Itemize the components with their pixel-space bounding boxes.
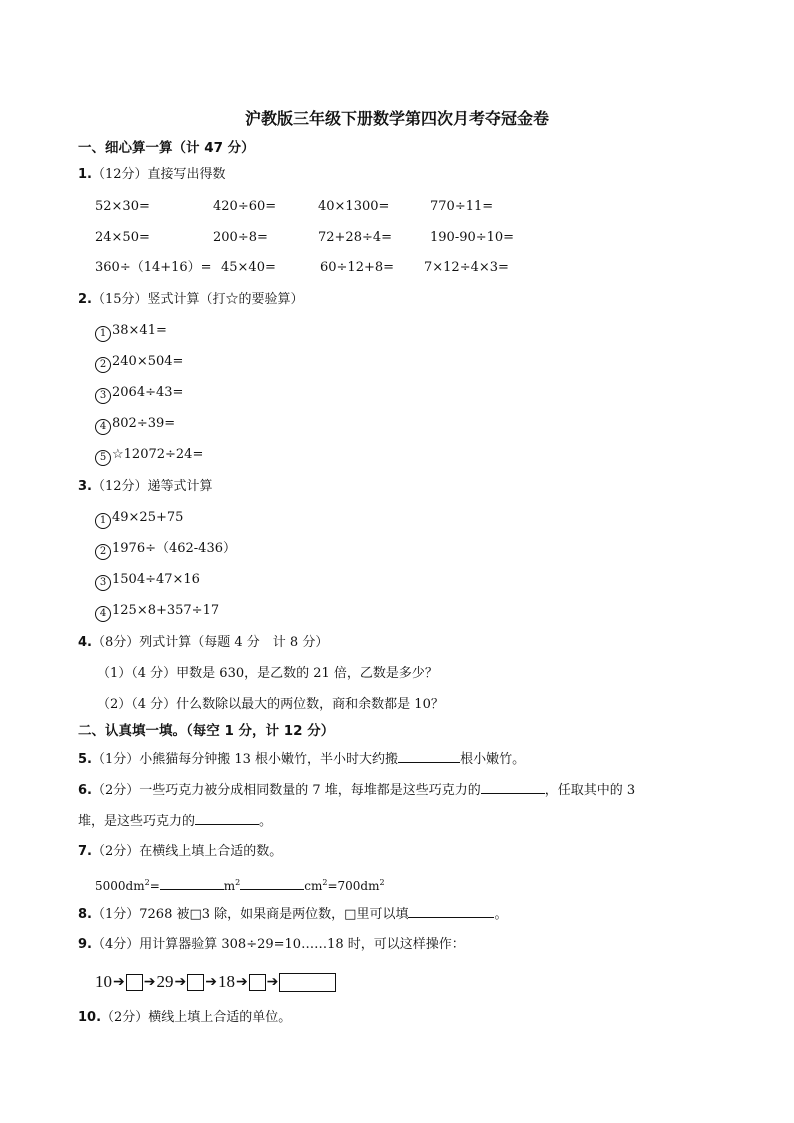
question-text: （8分）列式计算（每题 4 分 计 8 分） bbox=[91, 635, 329, 650]
question-text: ，任取其中的 3 bbox=[544, 783, 636, 798]
unit-text: m bbox=[223, 879, 236, 893]
question-9 bbox=[78, 936, 465, 954]
question-number: 6. bbox=[78, 783, 92, 798]
flow-value: 10 bbox=[95, 972, 112, 991]
question-4 bbox=[78, 634, 328, 652]
q4-sub-1: （1）（4 分）甲数是 630，是乙数的 21 倍，乙数是多少？ bbox=[97, 666, 438, 681]
question-3 bbox=[78, 478, 213, 496]
q1-item: 72+28÷4= bbox=[318, 230, 393, 245]
q1-item: 200÷8= bbox=[213, 230, 268, 245]
q2-item-5 bbox=[95, 446, 203, 466]
circled-number: 2 bbox=[95, 357, 111, 373]
operator-box[interactable] bbox=[249, 974, 266, 991]
question-text: （12分）直接写出得数 bbox=[91, 167, 226, 182]
question-8 bbox=[78, 904, 507, 924]
question-text: （12分）递等式计算 bbox=[91, 479, 213, 494]
q1-item: 420÷60= bbox=[213, 199, 277, 214]
question-text: （1分）小熊猫每分钟搬 13 根小嫩竹，半小时大约搬 bbox=[91, 752, 399, 767]
item-text: 2064÷43= bbox=[112, 385, 184, 400]
item-text: 240×504= bbox=[112, 354, 184, 369]
answer-blank[interactable] bbox=[398, 749, 460, 763]
arrow-icon: ➔ bbox=[113, 974, 125, 990]
answer-blank[interactable] bbox=[408, 904, 494, 918]
question-text: 堆，是这些巧克力的 bbox=[78, 814, 196, 829]
circled-number: 2 bbox=[95, 544, 111, 560]
circled-number: 5 bbox=[95, 450, 111, 466]
q1-item: 52×30= bbox=[95, 199, 150, 214]
question-text: （4分）用计算器验算 308÷29=10……18 时，可以这样操作： bbox=[91, 937, 465, 952]
superscript: 2 bbox=[379, 878, 385, 887]
expr-text: =700dm bbox=[327, 879, 380, 893]
question-6 bbox=[78, 780, 635, 800]
circled-number: 4 bbox=[95, 606, 111, 622]
circled-number: 1 bbox=[95, 326, 111, 342]
q4-sub-2: （2）（4 分）什么数除以最大的两位数，商和余数都是 10？ bbox=[97, 697, 444, 712]
question-text: （1分）7268 被□3 除，如果商是两位数，□里可以填 bbox=[91, 907, 409, 922]
arrow-icon: ➔ bbox=[235, 974, 248, 990]
question-text: （2分）一些巧克力被分成相同数量的 7 堆，每堆都是这些巧克力的 bbox=[91, 783, 481, 798]
circled-number: 3 bbox=[95, 388, 111, 404]
q2-item-2 bbox=[95, 353, 183, 373]
q3-item-1 bbox=[95, 509, 183, 529]
section-1-heading: 一、细心算一算（计 47 分） bbox=[78, 140, 255, 156]
q3-item-4 bbox=[95, 602, 219, 622]
question-text: （2分）在横线上填上合适的数。 bbox=[91, 844, 283, 859]
arrow-icon: ➔ bbox=[143, 974, 156, 990]
question-text: （2分）横线上填上合适的单位。 bbox=[101, 1010, 292, 1025]
arrow-icon: ➔ bbox=[205, 974, 217, 990]
circled-number: 4 bbox=[95, 419, 111, 435]
result-box[interactable] bbox=[279, 973, 336, 992]
answer-blank[interactable] bbox=[240, 876, 304, 890]
question-number: 8. bbox=[78, 907, 92, 922]
question-6-cont bbox=[78, 811, 272, 831]
question-number: 2. bbox=[78, 292, 92, 307]
arrow-icon: ➔ bbox=[174, 974, 187, 990]
q2-item-1 bbox=[95, 322, 167, 342]
q3-item-2 bbox=[95, 540, 236, 560]
question-5 bbox=[78, 749, 525, 769]
q2-item-3 bbox=[95, 384, 183, 404]
question-7 bbox=[78, 843, 282, 861]
question-number: 10. bbox=[78, 1010, 102, 1025]
q1-item: 770÷11= bbox=[430, 199, 494, 214]
superscript: 2 bbox=[235, 878, 241, 887]
q2-item-4 bbox=[95, 415, 175, 435]
circled-number: 3 bbox=[95, 575, 111, 591]
question-number: 3. bbox=[78, 479, 92, 494]
question-1 bbox=[78, 166, 226, 184]
question-number: 5. bbox=[78, 752, 92, 767]
superscript: 2 bbox=[322, 878, 328, 887]
question-number: 4. bbox=[78, 635, 92, 650]
page-title: 沪教版三年级下册数学第四次月考夺冠金卷 bbox=[244, 109, 549, 128]
item-text: 49×25+75 bbox=[112, 510, 184, 525]
q1-item: 45×40= bbox=[221, 260, 276, 275]
calculator-flow bbox=[95, 970, 336, 994]
question-text: （15分）竖式计算（打☆的要验算） bbox=[91, 292, 304, 307]
arrow-icon: ➔ bbox=[266, 974, 279, 990]
operator-box[interactable] bbox=[126, 974, 143, 991]
answer-blank[interactable] bbox=[195, 811, 259, 825]
flow-value: 29 bbox=[156, 972, 174, 991]
item-text: ☆12072÷24= bbox=[112, 447, 204, 462]
expr-text: 5000dm bbox=[95, 879, 145, 893]
question-text: 。 bbox=[259, 814, 273, 829]
question-text: 根小嫩竹。 bbox=[460, 752, 526, 767]
q1-item: 360÷（14+16）= bbox=[95, 260, 212, 275]
q1-item: 60÷12+8= bbox=[320, 260, 395, 275]
operator-box[interactable] bbox=[187, 974, 204, 991]
question-number: 7. bbox=[78, 844, 92, 859]
question-text: 。 bbox=[494, 907, 508, 922]
q3-item-3 bbox=[95, 571, 200, 591]
item-text: 1976÷（462-436） bbox=[112, 541, 236, 556]
question-10 bbox=[78, 1009, 291, 1027]
circled-number: 1 bbox=[95, 513, 111, 529]
q1-item: 7×12÷4×3= bbox=[424, 260, 509, 275]
answer-blank[interactable] bbox=[481, 780, 545, 794]
question-2 bbox=[78, 291, 304, 309]
section-2-heading: 二、认真填一填。（每空 1 分，计 12 分） bbox=[78, 723, 335, 739]
superscript: 2 bbox=[144, 878, 150, 887]
question-number: 1. bbox=[78, 167, 92, 182]
q7-equation: $5000dm^2= m^2$ $cm^2=700dm^2$ bbox=[95, 878, 385, 893]
q1-item: 190-90÷10= bbox=[430, 230, 515, 245]
q1-item: 24×50= bbox=[95, 230, 150, 245]
unit-text: cm bbox=[304, 879, 323, 893]
item-text: 1504÷47×16 bbox=[112, 572, 200, 587]
item-text: 125×8+357÷17 bbox=[112, 603, 220, 618]
item-text: 802÷39= bbox=[112, 416, 176, 431]
question-number: 9. bbox=[78, 937, 92, 952]
answer-blank[interactable] bbox=[160, 876, 224, 890]
item-text: 38×41= bbox=[112, 323, 167, 338]
q1-item: 40×1300= bbox=[318, 199, 390, 214]
flow-value: 18 bbox=[217, 972, 235, 991]
